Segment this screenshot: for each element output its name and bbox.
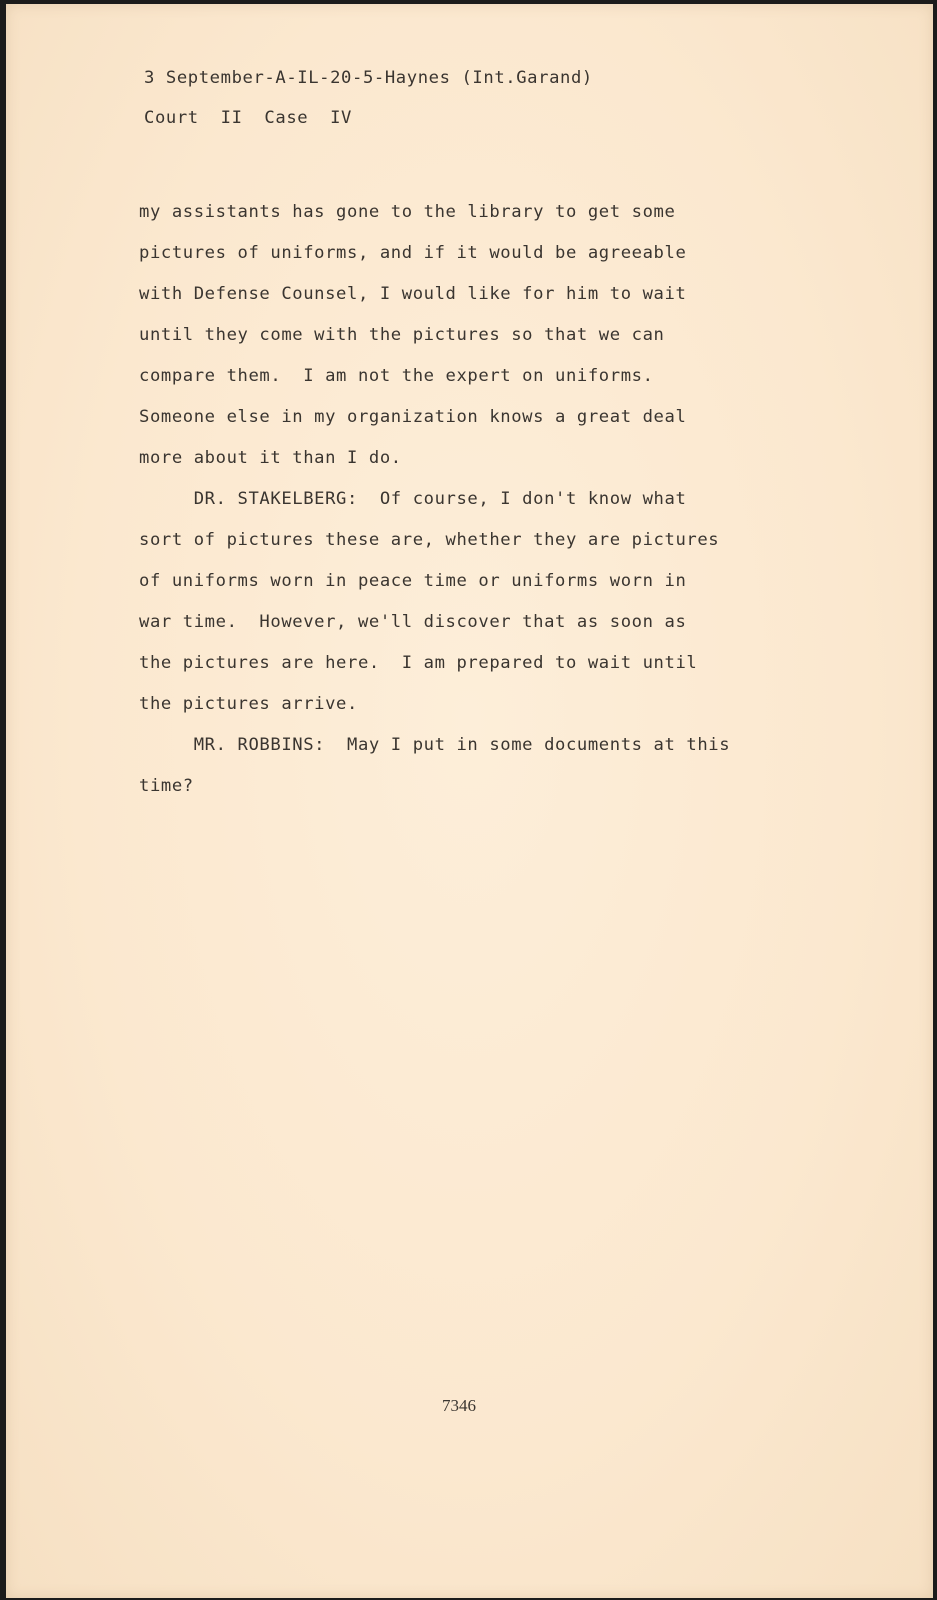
- transcript-line: MR. ROBBINS: May I put in some documents at this: [139, 735, 731, 755]
- header-court-case: Court II Case IV: [144, 108, 353, 128]
- transcript-line: the pictures arrive.: [139, 694, 358, 714]
- transcript-line: DR. STAKELBERG: Of course, I don't know what: [139, 489, 687, 509]
- transcript-line: time?: [139, 776, 194, 796]
- transcript-line: Someone else in my organization knows a great deal: [139, 407, 687, 427]
- header-date-line: 3 September-A-IL-20-5-Haynes (Int.Garand): [144, 68, 593, 88]
- transcript-line: of uniforms worn in peace time or uniforms worn in: [139, 571, 687, 591]
- transcript-line: compare them. I am not the expert on uniforms.: [139, 366, 654, 386]
- transcript-line: the pictures are here. I am prepared to wait until: [139, 653, 698, 673]
- transcript-line: war time. However, we'll discover that as soon as: [139, 612, 687, 632]
- document-page: [6, 4, 933, 1598]
- transcript-body: [139, 192, 730, 807]
- transcript-line: with Defense Counsel, I would like for him to wait: [139, 284, 687, 304]
- transcript-line: sort of pictures these are, whether they are pictures: [139, 530, 720, 550]
- transcript-line: pictures of uniforms, and if it would be agreeable: [139, 243, 687, 263]
- transcript-line: more about it than I do.: [139, 448, 402, 468]
- transcript-line: until they come with the pictures so that we can: [139, 325, 665, 345]
- transcript-line: my assistants has gone to the library to get some: [139, 202, 676, 222]
- page-number: 7346: [442, 1396, 476, 1415]
